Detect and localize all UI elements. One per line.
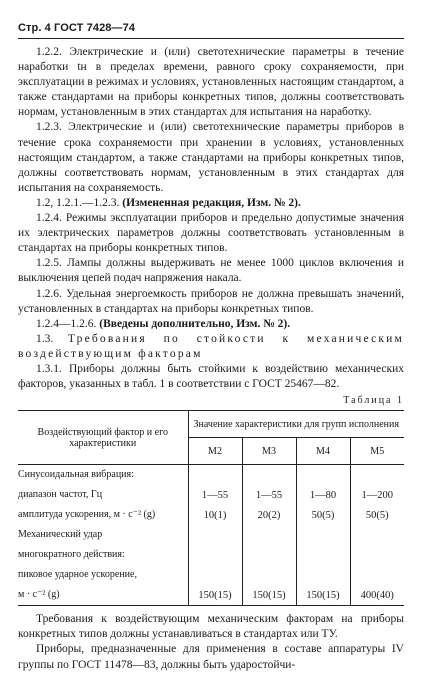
amendment-note-1-prefix: 1.2, 1.2.1.—1.2.3. <box>36 196 120 209</box>
cell-value: 1—55 <box>242 485 296 505</box>
col-header-factor: Воздействующий фактор и его характеристики <box>18 411 188 465</box>
table-row <box>18 505 404 525</box>
cell-value: 10(1) <box>188 505 242 525</box>
col-header-m5: М5 <box>350 438 404 465</box>
cell-value: 1—80 <box>296 485 350 505</box>
section-heading-1-3 <box>18 332 404 362</box>
col-header-m2: М2 <box>188 438 242 465</box>
cell-value: 150(15) <box>296 585 350 606</box>
amendment-note-1-bold: (Измененная редакция, Изм. № 2). <box>122 196 301 209</box>
row-label: многократного действия: <box>18 549 125 561</box>
cell-value <box>188 565 242 585</box>
cell-value <box>350 525 404 545</box>
amendment-note-1 <box>18 196 404 211</box>
table-row <box>18 585 404 606</box>
cell-value: 1—55 <box>188 485 242 505</box>
table-row <box>18 525 404 545</box>
table-row <box>18 485 404 505</box>
paragraph-1-2-2: 1.2.2. Электрические и (или) светотехнические параметры в течение наработки tн в пределах времени, равного сроку сохраняемости, при эксплуатации в режимах и условиях, установленных настоящим стандартом, а также стандартами на приборы конкретных типов, должны соответствовать нормам, установленным в этих стандартах для испытания на наработку. <box>18 46 404 119</box>
paragraph-1-2-4: 1.2.4. Режимы эксплуатации приборов и предельно допустимые значения их электрических параметров должны соответствовать установленным в стандартах на приборы конкретных типов. <box>18 212 404 255</box>
cell-value <box>350 545 404 565</box>
page-header: Стр. 4 ГОСТ 7428—74 <box>18 22 136 34</box>
cell-value: 150(15) <box>242 585 296 606</box>
row-label: амплитуда ускорения, м · с⁻² (g) <box>18 509 156 521</box>
cell-value <box>242 525 296 545</box>
paragraph-gost-11478: Приборы, предназначенные для применения в составе аппаратуры IV группы по ГОСТ 11478—83, должны быть ударостойчи- <box>18 643 404 671</box>
cell-value <box>188 545 242 565</box>
cell-value <box>350 465 404 486</box>
amendment-note-2-prefix: 1.2.4—1.2.6. <box>36 317 97 330</box>
row-label: м · с⁻² (g) <box>18 585 188 606</box>
cell-value: 400(40) <box>350 585 404 606</box>
header-rule <box>18 38 404 39</box>
row-label: пиковое ударное ускорение, <box>18 569 137 581</box>
cell-value <box>296 565 350 585</box>
cell-value: 150(15) <box>188 585 242 606</box>
cell-value <box>242 465 296 486</box>
row-label: Синусоидальная вибрация: <box>18 469 134 481</box>
cell-value <box>296 465 350 486</box>
cell-value: 50(5) <box>350 505 404 525</box>
table-row <box>18 465 404 486</box>
col-header-group: Значение характеристики для групп исполнения <box>188 411 404 438</box>
cell-value: 50(5) <box>296 505 350 525</box>
cell-value: 20(2) <box>242 505 296 525</box>
col-header-m3: М3 <box>242 438 296 465</box>
cell-value: 1—200 <box>350 485 404 505</box>
cell-value <box>242 545 296 565</box>
cell-value <box>188 465 242 486</box>
document-body <box>18 45 404 673</box>
paragraph-1-2-3: 1.2.3. Электрические и (или) светотехнические параметры приборов в течение срока сохраняемости при хранении в условиях, установленных настоящим стандартом, а также стандартами на приборы конкретных типов, должны соответствовать нормам, установленным в этих стандартах для испытания на сохраняемость. <box>18 121 404 194</box>
row-label: Механический удар <box>18 529 103 541</box>
row-label: диапазон частот, Гц <box>18 489 103 501</box>
cell-value <box>188 525 242 545</box>
table-caption: Таблица 1 <box>343 395 404 407</box>
paragraph-1-2-5: 1.2.5. Лампы должны выдерживать не менее 1000 циклов включения и выключения цепей подач напряжения накала. <box>18 257 404 285</box>
paragraph-1-2-6: 1.2.6. Удельная энергоемкость приборов не должна превышать значений, установленных в стандартах на приборы конкретных типов. <box>18 287 404 315</box>
col-header-m4: М4 <box>296 438 350 465</box>
amendment-note-2-bold: (Введены дополнительно, Изм. № 2). <box>99 317 291 330</box>
table-row <box>18 565 404 585</box>
spec-table <box>18 410 404 606</box>
section-title: Требования по стойкости к механическим воздействующим факторам <box>18 332 404 360</box>
cell-value <box>296 525 350 545</box>
cell-value <box>242 565 296 585</box>
cell-value <box>296 545 350 565</box>
paragraph-requirements: Требования к воздействующим механическим факторам на приборы конкретных типов должны устанавливаться в стандартах или ТУ. <box>18 613 404 641</box>
paragraph-1-3-1: 1.3.1. Приборы должны быть стойкими к воздействию механических факторов, указанных в табл. 1 в соответствии с ГОСТ 25467—82. <box>18 362 404 391</box>
cell-value <box>350 565 404 585</box>
table-row <box>18 545 404 565</box>
section-number: 1.3. <box>36 332 54 345</box>
amendment-note-2 <box>18 317 404 332</box>
